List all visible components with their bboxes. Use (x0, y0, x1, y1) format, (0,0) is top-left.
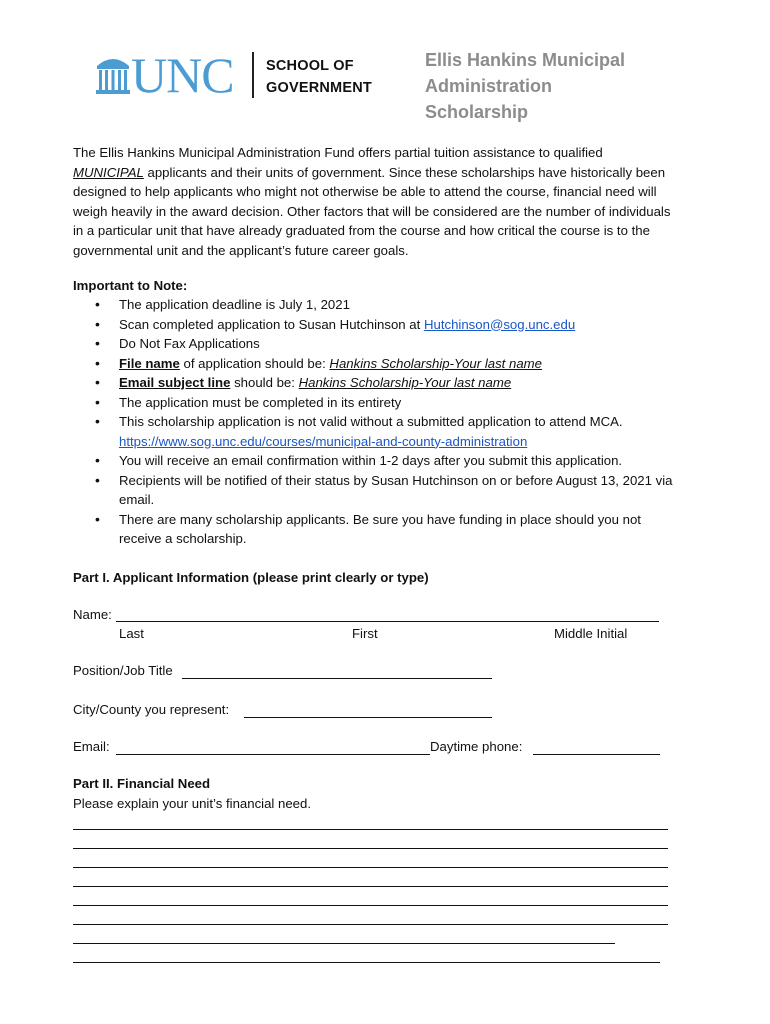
unc-sog-logo (95, 42, 395, 108)
financial-need-line[interactable] (73, 924, 668, 925)
middle-initial-caption: Middle Initial (554, 626, 628, 641)
logo-school-text (266, 55, 372, 99)
note-scan (73, 315, 673, 335)
logo-school-line2: GOVERNMENT (266, 80, 372, 96)
city-county-label: City/County you represent: (73, 702, 230, 717)
note-file-name (73, 354, 673, 374)
note-many-applicants-text: There are many scholarship applicants. Be sure you have funding in place should you not receive a scholarship. (119, 511, 641, 546)
note-no-fax-text: Do Not Fax Applications (119, 336, 260, 351)
file-name-label: File name (119, 355, 180, 371)
financial-need-prompt: Please explain your unit’s financial need. (73, 796, 312, 811)
note-entirety-text: The application must be completed in its entirety (119, 394, 402, 410)
logo-school-line1: SCHOOL OF (266, 58, 354, 74)
logo-unc-text: UNC (131, 47, 234, 103)
document-title (425, 47, 725, 125)
email-label: Email: (73, 739, 110, 754)
email-subject-label: Email subject line (119, 375, 231, 390)
daytime-phone-label: Daytime phone: (430, 739, 523, 754)
intro-text-1: The Ellis Hankins Municipal Administration Fund offers partial tuition assistance to qualified (73, 145, 603, 160)
intro-municipal-emphasis: MUNICIPAL (73, 164, 144, 180)
title-line-2: Administration (425, 76, 553, 96)
position-label: Position/Job Title (73, 663, 173, 678)
note-notified (73, 471, 673, 510)
note-email-subject (73, 373, 673, 393)
financial-need-line[interactable] (73, 886, 668, 887)
financial-need-line[interactable] (73, 867, 668, 868)
course-url-link[interactable]: https://www.sog.unc.edu/courses/municipal-and-county-administration (119, 433, 528, 449)
file-name-value: Hankins Scholarship-Your last name (329, 355, 542, 371)
note-not-valid (73, 412, 673, 451)
note-no-fax (73, 334, 673, 354)
note-confirmation-text: You will receive an email confirmation within 1-2 days after you submit this application. (119, 453, 623, 468)
intro-paragraph (73, 143, 673, 260)
first-name-caption: First (352, 626, 378, 641)
financial-need-line[interactable] (73, 848, 668, 849)
email-subject-value: Hankins Scholarship-Your last name (298, 375, 512, 390)
hutchinson-email-link[interactable]: Hutchinson@sog.unc.edu (423, 316, 576, 332)
email-subject-text: should be: (230, 375, 299, 390)
name-field[interactable] (116, 621, 659, 622)
daytime-phone-field[interactable] (533, 754, 660, 755)
file-name-text: of application should be: (179, 355, 330, 371)
name-label: Name: (73, 607, 112, 622)
intro-text-2: applicants and their units of government. Since these scholarships have historically been designed to help applicants who might not otherwise be able to attend the course, financial need will weigh heavily in the award decision. Other factors that will be considered are the number of individuals in a particular unit that have already graduated from the course and how critical the course is to the governmental unit and the applicant’s future career goals. (73, 164, 671, 258)
note-not-valid-text: This scholarship application is not valid without a submitted application to attend MCA. (119, 414, 623, 429)
city-county-field[interactable] (244, 717, 492, 718)
financial-need-line[interactable] (73, 905, 668, 906)
old-well-icon (95, 52, 131, 96)
logo-divider (252, 52, 254, 98)
note-many-applicants (73, 510, 673, 549)
financial-need-line[interactable] (73, 829, 668, 830)
position-field[interactable] (182, 678, 492, 679)
note-deadline (73, 295, 673, 315)
important-notes-list (73, 295, 673, 549)
last-name-caption: Last (119, 626, 144, 641)
title-line-3: Scholarship (425, 102, 529, 122)
note-notified-text: Recipients will be notified of their status by Susan Hutchinson on or before August 13, 2021 via email. (119, 472, 673, 507)
title-line-1: Ellis Hankins Municipal (425, 50, 626, 70)
part1-heading: Part I. Applicant Information (please print clearly or type) (73, 570, 429, 585)
email-field[interactable] (116, 754, 430, 755)
note-scan-text: Scan completed application to Susan Hutchinson at (119, 316, 424, 332)
financial-need-line[interactable] (73, 962, 660, 963)
note-deadline-text: The application deadline is July 1, 2021 (119, 297, 350, 312)
note-confirmation (73, 451, 673, 471)
note-entirety (73, 393, 673, 413)
important-note-heading: Important to Note: (73, 278, 188, 293)
financial-need-line[interactable] (73, 943, 615, 944)
part2-heading: Part II. Financial Need (73, 776, 211, 791)
